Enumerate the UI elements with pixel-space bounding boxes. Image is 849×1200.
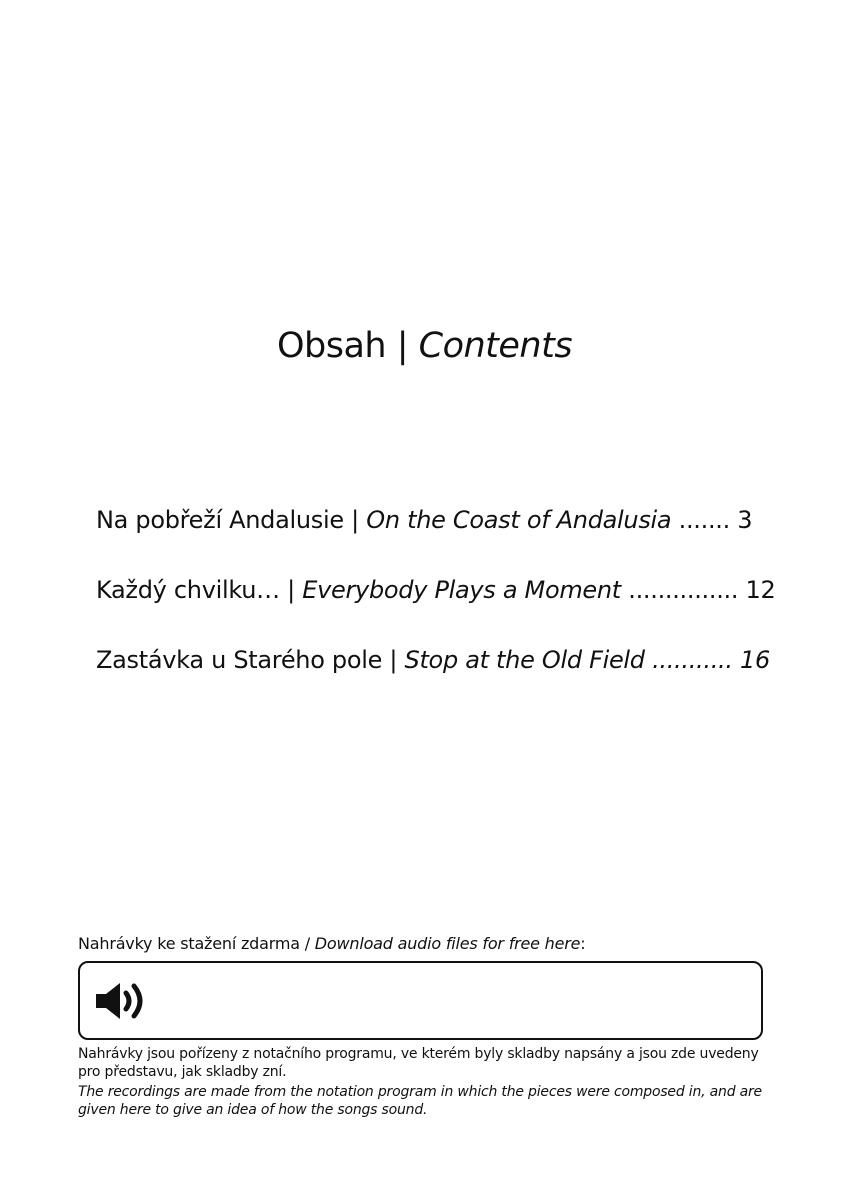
toc-entry-page: 12 <box>745 576 776 604</box>
toc-entry-leader: ............... <box>620 576 746 604</box>
title-italic: Contents <box>418 326 573 366</box>
toc-entry-title-cz: Zastávka u Starého pole | <box>96 646 405 674</box>
toc-entry-leader: ........... <box>644 646 741 674</box>
toc-entry-title-cz: Na pobřeží Andalusie | <box>96 506 367 534</box>
toc-entry-page: 3 <box>737 506 753 534</box>
toc-entry[interactable] <box>96 500 796 570</box>
toc-entry-title-cz: Každý chvilku… | <box>96 576 303 604</box>
recording-note-cz: Nahrávky jsou pořízeny z notačního programu, ve kterém byly skladby napsány a jsou zde uvedeny pro představu, jak skladby zní. <box>78 1046 759 1080</box>
audio-label-cz: Nahrávky ke stažení zdarma / <box>78 934 315 953</box>
toc-entry-title-en: Everybody Plays a Moment <box>302 576 621 604</box>
toc-entry[interactable] <box>96 640 796 710</box>
toc-entry-title-en: Stop at the Old Field <box>404 646 645 674</box>
toc-entry-leader: ....... <box>671 506 738 534</box>
audio-label-end: : <box>580 934 586 953</box>
page-title <box>0 324 849 368</box>
recording-note-en: The recordings are made from the notation program in which the pieces were composed in, and are given here to give an idea of how the songs sound. <box>78 1084 762 1118</box>
audio-player-box[interactable] <box>78 961 763 1040</box>
toc-entry-page: 16 <box>740 646 770 674</box>
audio-label-en: Download audio files for free here <box>314 934 581 953</box>
audio-download-label <box>78 933 586 955</box>
speaker-icon[interactable] <box>94 981 152 1021</box>
table-of-contents <box>96 500 796 710</box>
title-plain: Obsah | <box>276 326 419 366</box>
toc-entry[interactable] <box>96 570 796 640</box>
toc-entry-title-en: On the Coast of Andalusia <box>366 506 672 534</box>
